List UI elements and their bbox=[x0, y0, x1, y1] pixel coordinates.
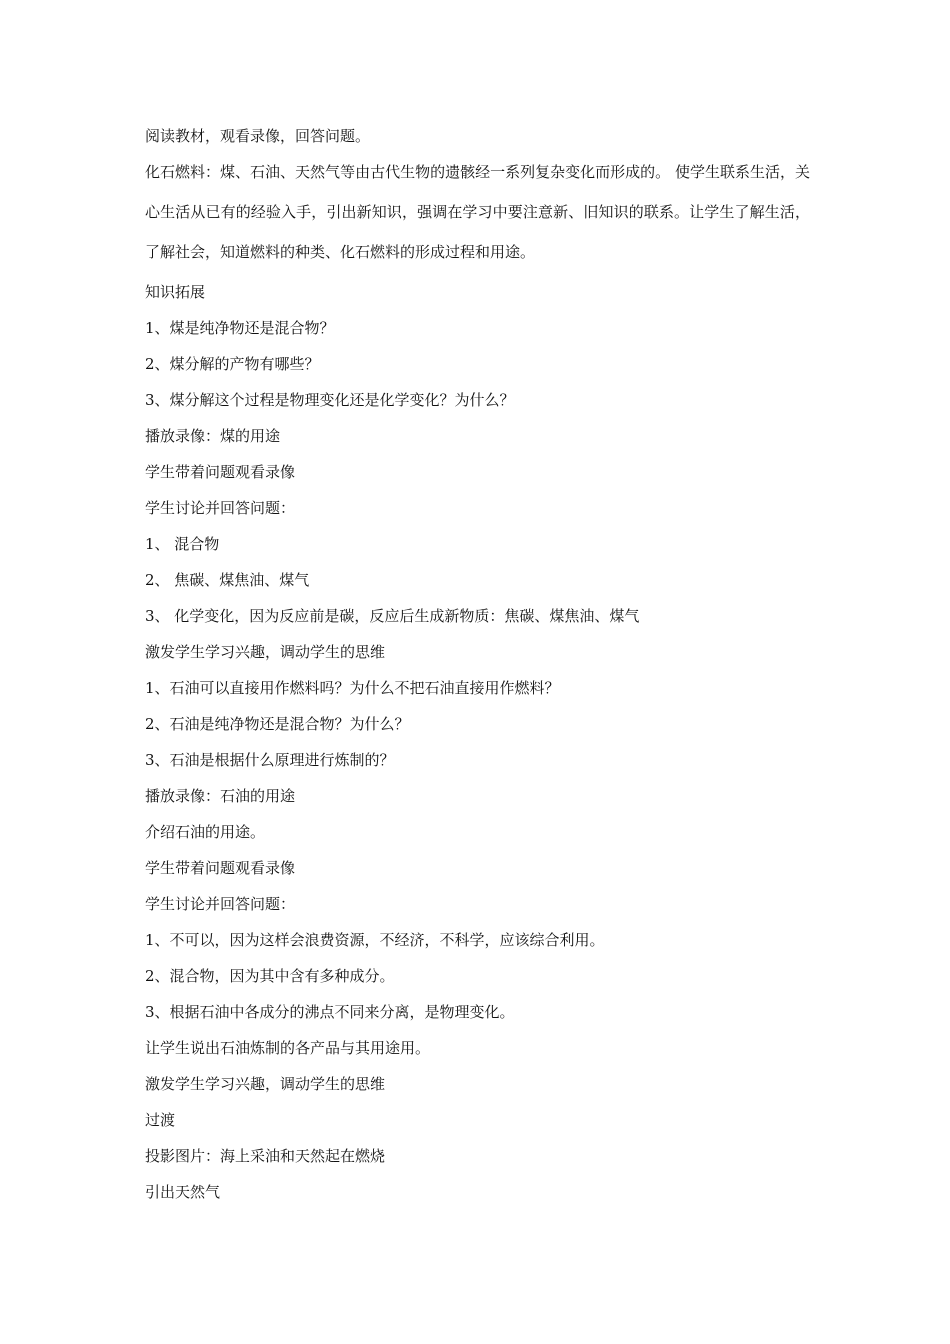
text-line: 2、石油是纯净物还是混合物？为什么？ bbox=[145, 715, 410, 733]
text-line: 介绍石油的用途。 bbox=[145, 823, 266, 841]
text-line: 学生讨论并回答问题： bbox=[145, 895, 296, 913]
text-line: 激发学生学习兴趣，调动学生的思维 bbox=[145, 1075, 386, 1093]
text-line: 3、煤分解这个过程是物理变化还是化学变化？为什么？ bbox=[145, 391, 515, 409]
text-line: 引出天然气 bbox=[145, 1183, 221, 1201]
text-line: 知识拓展 bbox=[145, 283, 206, 301]
text-line: 1、煤是纯净物还是混合物？ bbox=[145, 319, 335, 337]
text-line: 学生带着问题观看录像 bbox=[145, 463, 296, 481]
fossil-fuel-paragraph: 化石燃料：煤、石油、天然气等由古代生物的遗骸经一系列复杂变化而形成的。 使学生联系生活，关心生活从已有的经验入手，引出新知识，强调在学习中要注意新、旧知识的联系。让学生了解生活，了解社会，知道燃料的种类、化石燃料的形成过程和用途。 bbox=[145, 163, 810, 261]
text-line: 3、石油是根据什么原理进行炼制的？ bbox=[145, 751, 395, 769]
text-line: 过渡 bbox=[145, 1111, 176, 1129]
text-line: 2、混合物，因为其中含有多种成分。 bbox=[145, 967, 395, 985]
text-line: 1、 混合物 bbox=[145, 535, 220, 553]
text-line: 投影图片：海上采油和天然起在燃烧 bbox=[145, 1147, 386, 1165]
text-line: 1、不可以，因为这样会浪费资源，不经济，不科学，应该综合利用。 bbox=[145, 931, 605, 949]
text-line: 播放录像：石油的用途 bbox=[145, 787, 296, 805]
text-line: 3、根据石油中各成分的沸点不同来分离，是物理变化。 bbox=[145, 1003, 515, 1021]
text-line: 让学生说出石油炼制的各产品与其用途用。 bbox=[145, 1039, 431, 1057]
text-line: 2、煤分解的产物有哪些？ bbox=[145, 355, 320, 373]
text-line: 3、 化学变化，因为反应前是碳，反应后生成新物质：焦碳、煤焦油、煤气 bbox=[145, 607, 640, 625]
text-line: 播放录像：煤的用途 bbox=[145, 427, 281, 445]
text-line: 1、石油可以直接用作燃料吗？为什么不把石油直接用作燃料？ bbox=[145, 679, 560, 697]
text-line: 学生带着问题观看录像 bbox=[145, 859, 296, 877]
document-body bbox=[145, 124, 810, 1216]
text-line: 激发学生学习兴趣，调动学生的思维 bbox=[145, 643, 386, 661]
intro-line: 阅读教材，观看录像，回答问题。 bbox=[145, 127, 371, 145]
text-line: 学生讨论并回答问题： bbox=[145, 499, 296, 517]
text-line: 2、 焦碳、煤焦油、煤气 bbox=[145, 571, 310, 589]
